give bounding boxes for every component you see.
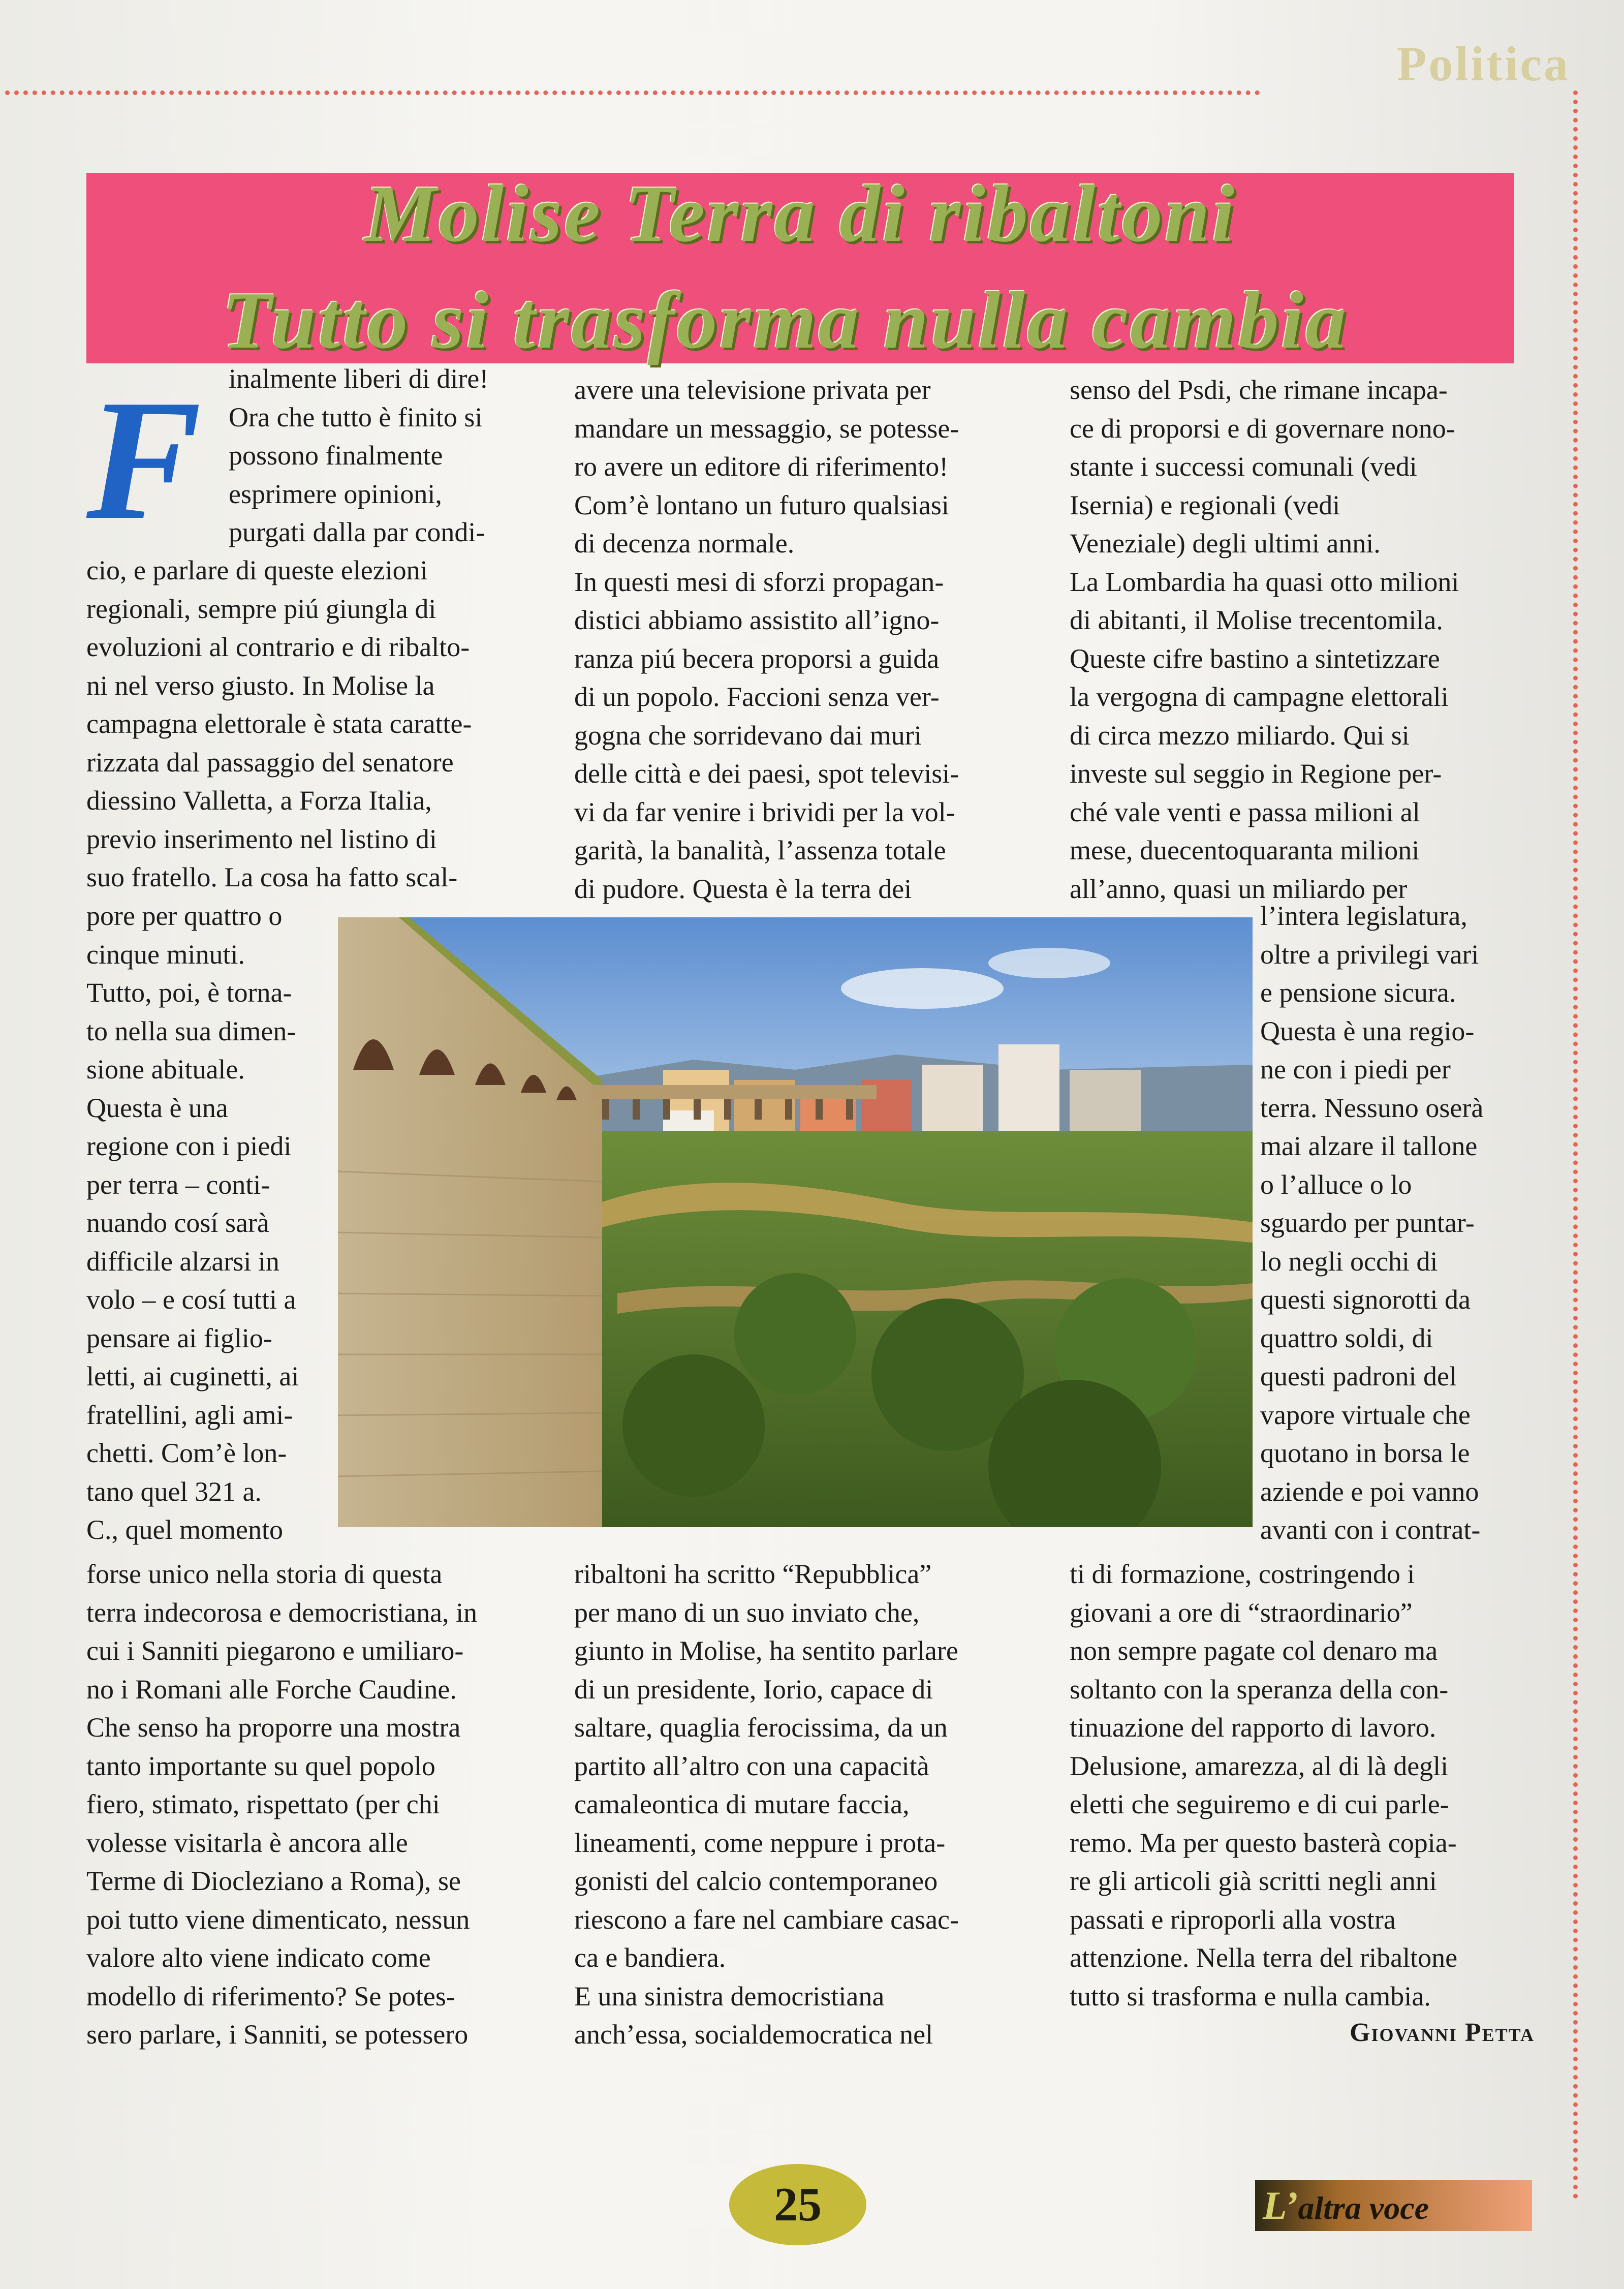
text-line: anch’essa, socialdemocratica nel [574,2019,933,2050]
text-line: attenzione. Nella terra del ribaltone [1070,1942,1458,1973]
text-line: sione abituale. [86,1054,245,1085]
text-line: aziende e poi vanno [1260,1476,1479,1507]
text-line: di un presidente, Iorio, capace di [574,1674,933,1705]
text-line: lo negli occhi di [1260,1246,1438,1277]
text-line: di pudore. Questa è la terra dei [574,873,912,904]
drop-cap: F [86,364,202,555]
magazine-title: altra voce [1298,2190,1429,2226]
text-line: pensare ai figlio- [86,1322,272,1353]
dotted-rule-right [1573,90,1578,2200]
text-line: di abitanti, il Molise trecentomila. [1070,605,1443,635]
text-line: delle città e dei paesi, spot televisi- [574,758,959,789]
text-line: Tutto, poi, è torna- [86,977,292,1008]
text-line: ribaltoni ha scritto “Repubblica” [574,1559,932,1589]
text-line: distici abbiamo assistito all’igno- [574,605,940,635]
text-line: ti di formazione, costringendo i [1070,1559,1415,1589]
text-line: cio, e parlare di queste elezioni [86,555,428,585]
text-line: Ora che tutto è finito si [229,401,483,432]
text-line: chetti. Com’è lon- [86,1438,287,1468]
text-line: all’anno, quasi un miliardo per [1070,873,1408,904]
text-line: saltare, quaglia ferocissima, da un [574,1712,948,1743]
text-line: Isernia) e regionali (vedi [1070,489,1340,520]
text-line: no i Romani alle Forche Caudine. [86,1674,457,1705]
text-line: volo – e cosí tutti a [86,1284,296,1315]
text-line: partito all’altro con una capacità [574,1750,929,1781]
text-line: pore per quattro o [86,901,283,931]
text-line: mandare un messaggio, se potesse- [574,413,959,444]
text-line: investe sul seggio in Regione per- [1070,758,1442,789]
page-number: 25 [729,2164,866,2245]
text-line: valore alto viene indicato come [86,1942,431,1973]
text-line: regionali, sempre piú giungla di [86,593,436,624]
text-line: fiero, stimato, rispettato (per chi [86,1789,440,1819]
text-line: ce di proporsi e di governare nono- [1070,413,1455,444]
text-line: volesse visitarla è ancora alle [86,1827,408,1858]
text-line: cinque minuti. [86,939,245,970]
text-line: In questi mesi di sforzi propagan- [574,566,944,597]
column-1-full-top [86,551,534,897]
text-line: riescono a fare nel cambiare casac- [574,1904,959,1935]
text-line: di un popolo. Faccioni senza ver- [574,682,940,712]
text-line: stante i successi comunali (vedi [1070,451,1417,482]
text-line: cui i Sanniti piegarono e umiliaro- [86,1635,464,1666]
text-line: Queste cifre bastino a sintetizzare [1070,643,1440,674]
text-line: Questa è una regio- [1260,1015,1475,1046]
text-line: tano quel 321 a. [86,1476,262,1507]
text-line: difficile alzarsi in [86,1246,279,1277]
text-line: ni nel verso giusto. In Molise la [86,670,435,701]
text-line: terra indecorosa e democristiana, in [86,1597,478,1628]
text-line: terra. Nessuno oserà [1260,1092,1484,1123]
text-line: giovani a ore di “straordinario” [1070,1597,1413,1628]
text-line: Com’è lontano un futuro qualsiasi [574,489,949,520]
headline-line-2: Tutto si trasforma nulla cambia [222,275,1349,365]
text-line: regione con i piedi [86,1131,292,1161]
text-line: quotano in borsa le [1260,1438,1470,1468]
text-line: re gli articoli già scritti negli anni [1070,1866,1437,1896]
viaduct-photo [338,917,1253,1527]
text-line: lineamenti, come neppure i prota- [574,1827,946,1858]
text-line: tanto importante su quel popolo [86,1750,435,1781]
text-line: diessino Valletta, a Forza Italia, [86,785,432,816]
text-line: possono finalmente [229,440,443,471]
text-line: E una sinistra democristiana [574,1981,885,2012]
text-line: gogna che sorridevano dai muri [574,720,922,751]
text-line: poi tutto viene dimenticato, nessun [86,1904,470,1935]
text-line: vapore virtuale che [1260,1399,1471,1430]
text-line: mese, duecentoquaranta milioni [1070,835,1420,865]
text-line: camaleontica di mutare faccia, [574,1789,910,1819]
text-line: questi padroni del [1260,1361,1457,1391]
text-line: rizzata dal passaggio del senatore [86,747,454,778]
dotted-rule-top [5,90,1260,95]
text-line: inalmente liberi di dire! [229,363,489,394]
text-line: avanti con i contrat- [1260,1514,1481,1545]
text-line: forse unico nella storia di questa [86,1559,443,1589]
text-line: tinuazione del rapporto di lavoro. [1070,1712,1436,1743]
text-line: esprimere opinioni, [229,478,442,509]
text-line: oltre a privilegi vari [1260,939,1479,970]
text-line: eletti che seguiremo e di cui parle- [1070,1789,1449,1819]
column-1-bottom [86,1555,534,2054]
text-line: avere una televisione privata per [574,375,931,405]
text-line: o l’alluce o lo [1260,1169,1412,1200]
text-line: modello di riferimento? Se potes- [86,1981,455,2012]
text-line: remo. Ma per questo basterà copia- [1070,1827,1457,1858]
text-line: Veneziale) degli ultimi anni. [1070,528,1381,559]
text-line: Questa è una [86,1092,228,1123]
text-line: Che senso ha proporre una mostra [86,1712,461,1743]
text-line: e pensione sicura. [1260,977,1456,1008]
text-line: tutto si trasforma e nulla cambia. [1070,1981,1431,2012]
text-line: to nella sua dimen- [86,1015,296,1046]
text-line: campagna elettorale è stata caratte- [86,708,472,739]
text-line: mai alzare il tallone [1260,1131,1478,1161]
column-2-top [574,371,1032,908]
text-line: quattro soldi, di [1260,1322,1433,1353]
text-line: Terme di Diocleziano a Roma), se [86,1866,461,1896]
text-line: senso del Psdi, che rimane incapa- [1070,375,1448,405]
magazine-letter: L’ [1263,2183,1298,2228]
text-line: sguardo per puntar- [1260,1208,1475,1238]
text-line: purgati dalla par condi- [229,517,485,547]
column-1-narrow-top [229,360,534,552]
text-line: suo fratello. La cosa ha fatto scal- [86,862,458,892]
text-line: di decenza normale. [574,528,795,559]
section-label: Politica [1396,37,1570,91]
text-line: gonisti del calcio contemporaneo [574,1866,938,1896]
text-line: sero parlare, i Sanniti, se potessero [86,2019,469,2050]
text-line: vi da far venire i brividi per la vol- [574,796,955,827]
text-line: giunto in Molise, ha sentito parlare [574,1635,958,1666]
column-3-beside-photo [1260,897,1527,1550]
text-line: previo inserimento nel listino di [86,823,437,854]
column-2-bottom [574,1555,1032,2054]
text-line: per terra – conti- [86,1169,270,1200]
magazine-name [1258,2180,1537,2231]
text-line: non sempre pagate col denaro ma [1070,1635,1438,1666]
text-line: evoluzioni al contrario e di ribalto- [86,632,470,662]
text-line: ne con i piedi per [1260,1054,1451,1085]
text-line: questi signorotti da [1260,1284,1471,1315]
text-line: passati e riproporli alla vostra [1070,1904,1396,1935]
headline-line-1: Molise Terra di ribaltoni [364,168,1237,259]
text-line: C., quel momento [86,1514,283,1545]
text-line: per mano di un suo inviato che, [574,1597,920,1628]
text-line: l’intera legislatura, [1260,901,1467,931]
text-line: ca e bandiera. [574,1942,726,1973]
text-line: nuando cosí sarà [86,1208,269,1238]
text-line: garità, la banalità, l’assenza totale [574,835,946,865]
text-line: ché vale venti e passa milioni al [1070,796,1420,827]
text-line: soltanto con la speranza della con- [1070,1674,1449,1705]
text-line: ranza piú becera proporsi a guida [574,643,940,674]
text-line: La Lombardia ha quasi otto milioni [1070,566,1459,597]
text-line: letti, ai cuginetti, ai [86,1361,299,1391]
text-line: fratellini, agli ami- [86,1399,293,1430]
text-line: la vergogna di campagne elettorali [1070,682,1449,712]
column-1-beside-photo [86,897,330,1550]
column-3-top [1070,371,1527,908]
column-3-bottom [1070,1555,1527,2016]
text-line: di circa mezzo miliardo. Qui si [1070,720,1410,751]
author-signature: Giovanni Petta [1350,2018,1535,2047]
text-line: Delusione, amarezza, al di là degli [1070,1750,1449,1781]
text-line: ro avere un editore di riferimento! [574,451,949,482]
